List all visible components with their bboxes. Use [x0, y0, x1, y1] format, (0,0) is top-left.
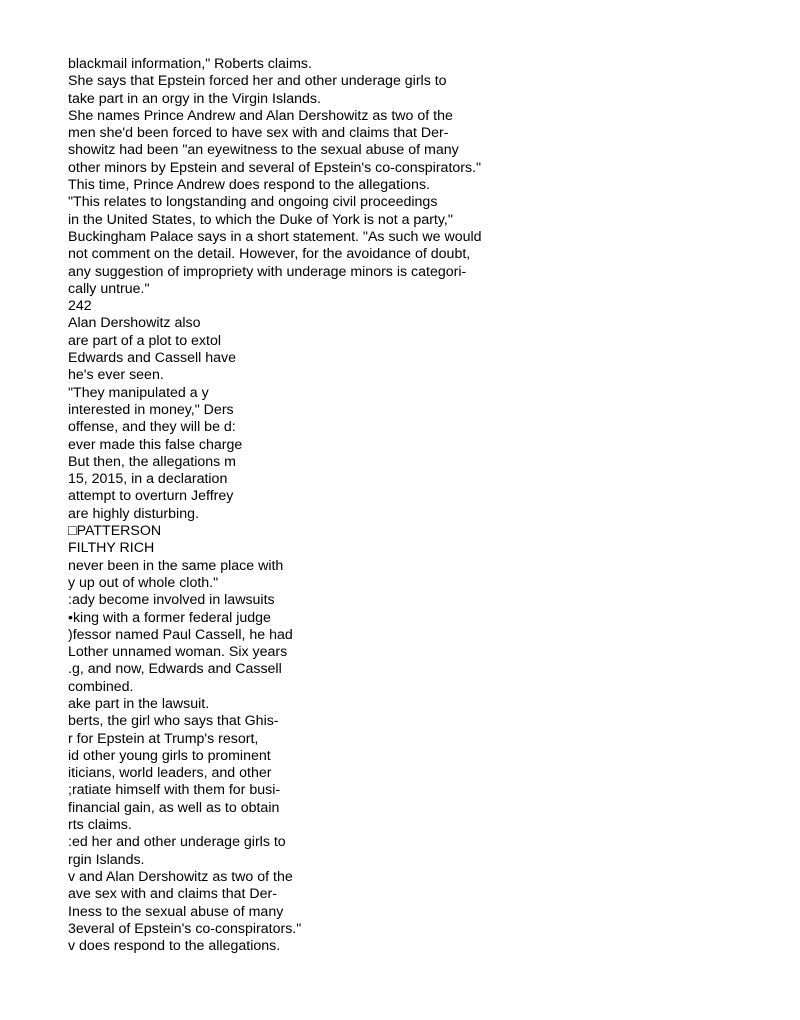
text-line: 3everal of Epstein's co-conspirators.": [68, 920, 302, 937]
text-line: berts, the girl who says that Ghis-: [68, 713, 279, 730]
text-line: Buckingham Palace says in a short statement. "As such we would: [68, 228, 482, 245]
text-line: blackmail information," Roberts claims.: [68, 56, 312, 72]
text-line: ever made this false charge: [68, 436, 243, 453]
text-line: y up out of whole cloth.": [68, 574, 219, 591]
text-line: id other young girls to prominent: [68, 747, 271, 764]
text-line: r for Epstein at Trump's resort,: [68, 730, 259, 747]
text-line: are part of a plot to extol: [68, 332, 222, 349]
text-line: any suggestion of impropriety with underage minors is categori-: [68, 263, 467, 280]
text-line: iticians, world leaders, and other: [68, 765, 272, 782]
running-header-title: FILTHY RICH: [68, 540, 155, 557]
text-line: Edwards and Cassell have: [68, 350, 236, 367]
text-line: Alan Dershowitz also: [68, 315, 201, 332]
text-line: never been in the same place with: [68, 557, 284, 574]
text-line: showitz had been "an eyewitness to the sexual abuse of many: [68, 142, 459, 159]
text-line: ave sex with and claims that Der-: [68, 886, 277, 903]
running-header-author: □PATTERSON: [68, 523, 162, 540]
text-line: he's ever seen.: [68, 367, 164, 384]
text-line: .g, and now, Edwards and Cassell: [68, 661, 282, 678]
text-line: other minors by Epstein and several of Epstein's co-conspirators.": [68, 159, 482, 176]
document-page: [68, 56, 768, 955]
text-line: offense, and they will be d:: [68, 419, 236, 436]
text-line: v does respond to the allegations.: [68, 938, 281, 955]
text-line: •king with a former federal judge: [68, 609, 271, 626]
text-line: This time, Prince Andrew does respond to the allegations.: [68, 177, 430, 194]
text-line: are highly disturbing.: [68, 505, 199, 522]
text-line: )fessor named Paul Cassell, he had: [68, 626, 293, 643]
text-line: financial gain, as well as to obtain: [68, 799, 280, 816]
text-line: :ed her and other underage girls to: [68, 834, 286, 851]
text-line: She says that Epstein forced her and other underage girls to: [68, 73, 447, 90]
text-line: men she'd been forced to have sex with and claims that Der-: [68, 125, 449, 142]
text-line: "They manipulated a y: [68, 384, 209, 401]
text-line: She names Prince Andrew and Alan Dershowitz as two of the: [68, 107, 453, 124]
text-line: 15, 2015, in a declaration: [68, 471, 228, 488]
text-line: rts claims.: [68, 817, 132, 834]
text-line: ;ratiate himself with them for busi-: [68, 782, 281, 799]
text-line: in the United States, to which the Duke of York is not a party,": [68, 211, 453, 228]
text-line: combined.: [68, 678, 134, 695]
text-line: ake part in the lawsuit.: [68, 695, 210, 712]
text-line: Lother unnamed woman. Six years: [68, 644, 288, 661]
text-line: "This relates to longstanding and ongoing civil proceedings: [68, 194, 438, 211]
text-line: rgin Islands.: [68, 851, 145, 868]
page-number: 242: [68, 298, 92, 315]
text-line: interested in money," Ders: [68, 401, 234, 418]
text-line: Iness to the sexual abuse of many: [68, 903, 284, 920]
text-line: cally untrue.": [68, 280, 150, 297]
text-line: :ady become involved in lawsuits: [68, 592, 275, 609]
text-line: attempt to overturn Jeffrey: [68, 488, 234, 505]
text-line: not comment on the detail. However, for the avoidance of doubt,: [68, 246, 471, 263]
text-line: take part in an orgy in the Virgin Islands.: [68, 90, 321, 107]
text-line: v and Alan Dershowitz as two of the: [68, 868, 293, 885]
text-line: But then, the allegations m: [68, 453, 236, 470]
